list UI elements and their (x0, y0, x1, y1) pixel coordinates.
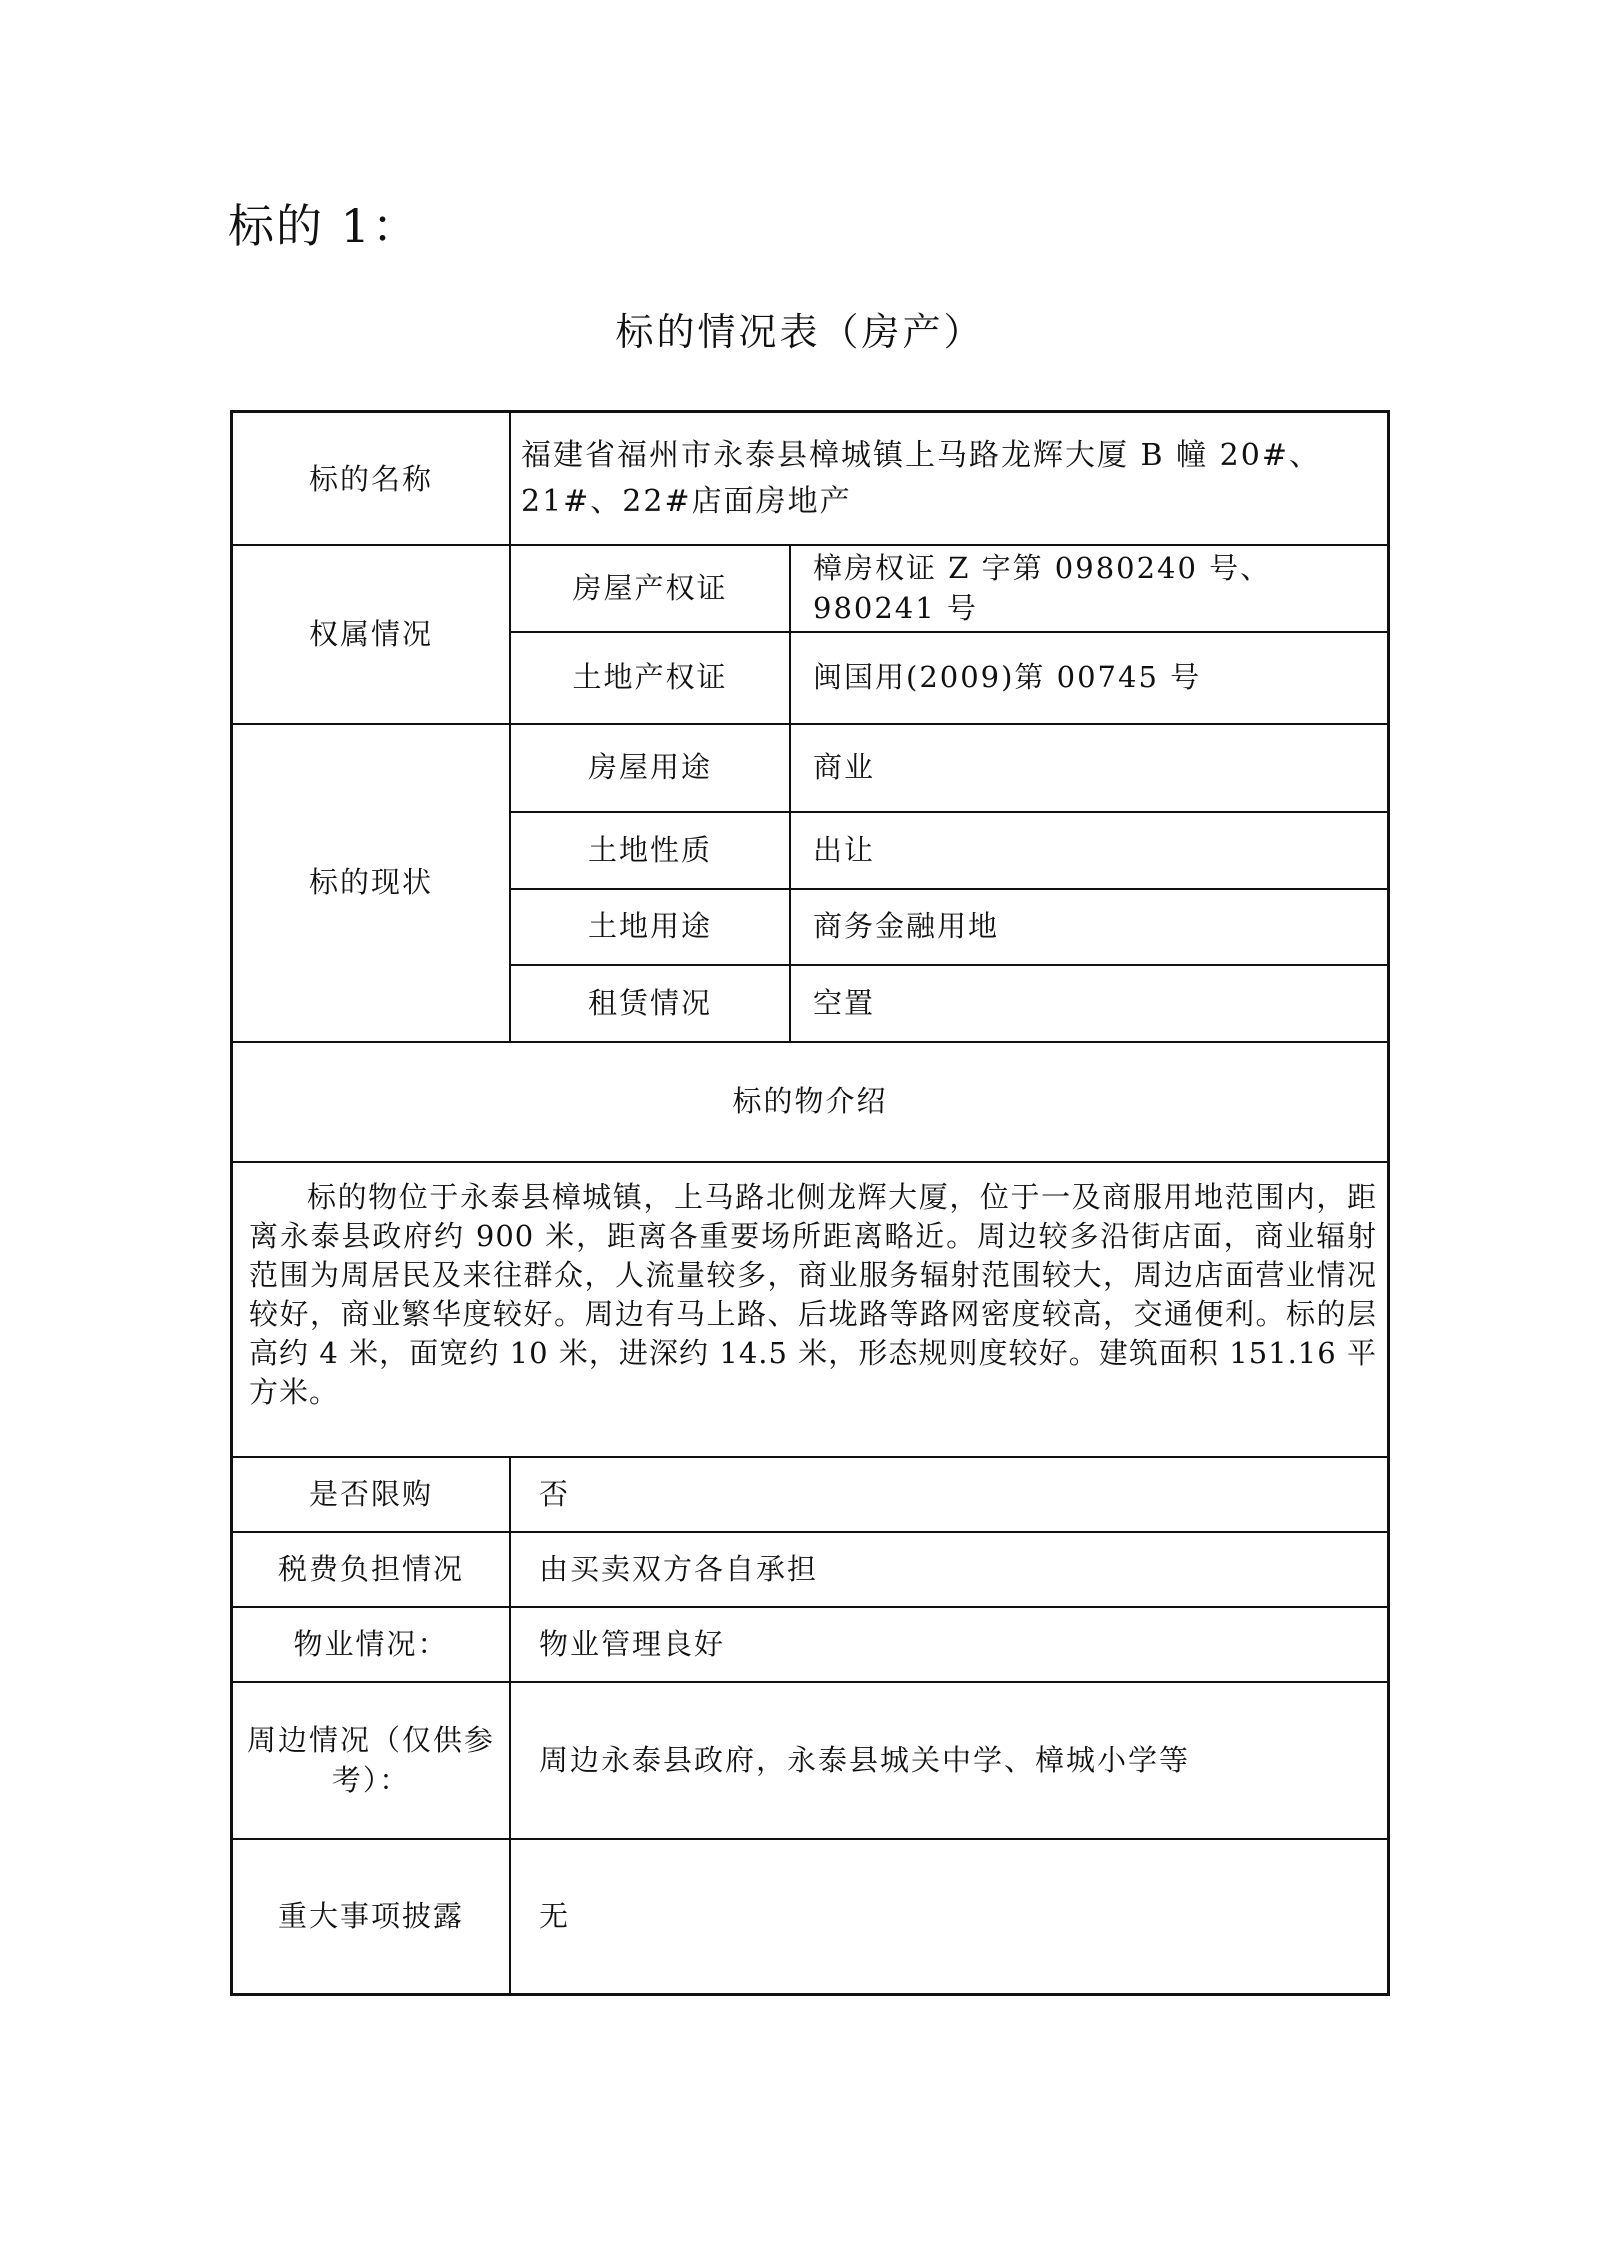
status-label: 标的现状 (308, 865, 433, 899)
land-use-value: 商务金融用地 (813, 909, 1000, 943)
surroundings-label: 周边情况（仅供参考）： (246, 1722, 495, 1797)
property-info-table (230, 410, 1390, 1996)
name-label: 标的名称 (308, 461, 433, 496)
lease-value: 空置 (813, 985, 876, 1020)
property-mgmt-value: 物业管理良好 (539, 1626, 726, 1661)
disclosure-label: 重大事项披露 (277, 1898, 464, 1933)
intro-text: 标的物位于永泰县樟城镇，上马路北侧龙辉大厦，位于一及商服用地范围内，距离永泰县政府约 900 米，距离各重要场所距离略近。周边较多沿街店面，商业辐射范围为周居民及来往群众，人流量较多，商业服务辐射范围较大，周边店面营业情况较好，商业繁华度较好。周边有马上路、后垅路等路网密度较高，交通便利。标的层高约 4 米，面宽约 10 米，进深约 14.5 米，形态规则度较好。建筑面积 151.16 平方米。 (249, 1180, 1377, 1409)
house-use-label: 房屋用途 (587, 750, 712, 784)
land-use-label: 土地用途 (587, 909, 712, 943)
document-title: 标的情况表（房产） (615, 310, 985, 354)
lease-label: 租赁情况 (587, 985, 712, 1020)
tax-label: 税费负担情况 (277, 1551, 464, 1586)
land-cert-label: 土地产权证 (572, 660, 728, 694)
land-cert-value: 闽国用(2009)第 00745 号 (813, 660, 1202, 694)
purchase-limit-value: 否 (539, 1476, 571, 1511)
surroundings-value: 周边永泰县政府，永泰县城关中学、樟城小学等 (539, 1742, 1191, 1777)
disclosure-value: 无 (539, 1898, 571, 1933)
ownership-label: 权属情况 (308, 616, 433, 651)
land-nature-label: 土地性质 (587, 832, 712, 867)
name-value: 福建省福州市永泰县樟城镇上马路龙辉大厦 B 幢 20#、21#、22#店面房地产 (521, 437, 1321, 519)
intro-label: 标的物介绍 (732, 1084, 888, 1118)
land-nature-value: 出让 (813, 832, 876, 867)
house-cert-value: 樟房权证 Z 字第 0980240 号、980241 号 (813, 550, 1272, 625)
property-mgmt-label: 物业情况： (293, 1626, 449, 1661)
house-cert-label: 房屋产权证 (572, 570, 728, 605)
house-use-value: 商业 (813, 750, 876, 784)
purchase-limit-label: 是否限购 (308, 1476, 433, 1511)
tax-value: 由买卖双方各自承担 (539, 1551, 819, 1586)
row-divider (233, 1161, 1387, 1163)
section-heading: 标的 1： (228, 199, 420, 253)
